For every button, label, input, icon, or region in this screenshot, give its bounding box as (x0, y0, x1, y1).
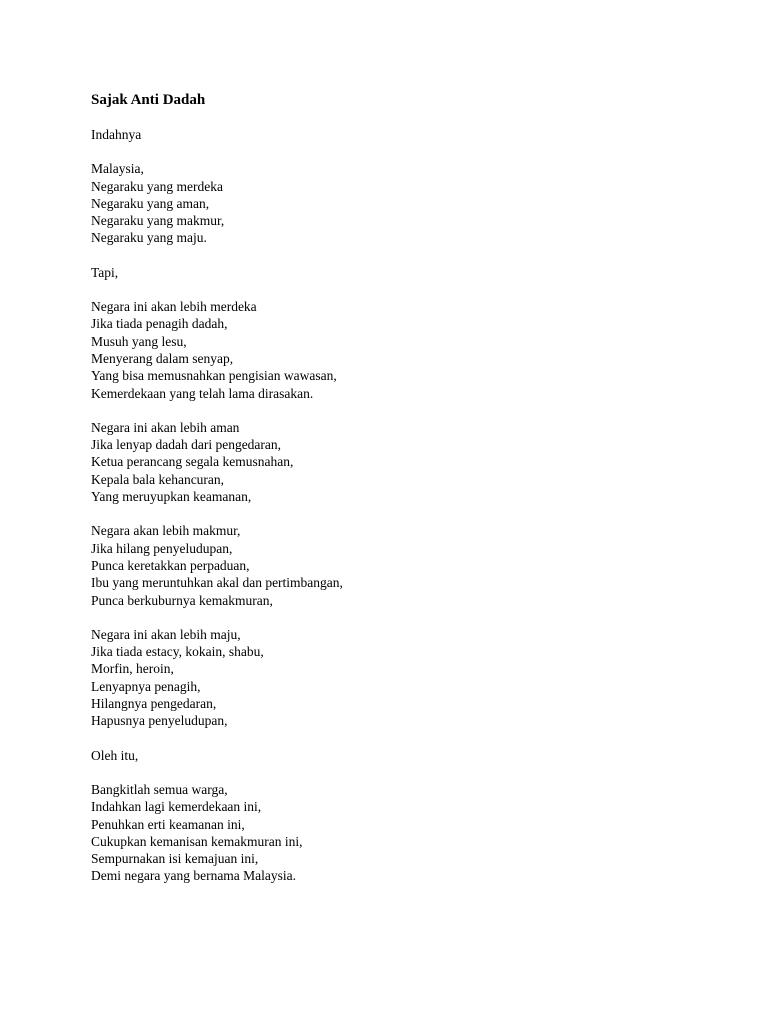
poem-body (91, 126, 711, 885)
poem-stanza (91, 419, 711, 505)
poem-title: Sajak Anti Dadah (91, 92, 206, 108)
poem-line: Negaraku yang merdeka (91, 178, 223, 194)
poem-stanza (91, 160, 711, 246)
poem-line: Demi negara yang bernama Malaysia. (91, 868, 297, 884)
poem-line: Musuh yang lesu, (91, 333, 187, 349)
poem-line: Negara ini akan lebih aman (91, 419, 240, 435)
poem-line: Morfin, heroin, (91, 661, 174, 677)
poem-line: Negara akan lebih makmur, (91, 523, 241, 539)
poem-line: Sempurnakan isi kemajuan ini, (91, 851, 259, 867)
poem-line: Indahkan lagi kemerdekaan ini, (91, 799, 262, 815)
poem-stanza (91, 747, 711, 764)
poem-stanza (91, 781, 711, 885)
poem-line: Hilangnya pengedaran, (91, 696, 217, 712)
poem-line: Ibu yang meruntuhkan akal dan pertimbangan, (91, 575, 343, 591)
poem-line: Punca berkuburnya kemakmuran, (91, 592, 273, 608)
poem-line: Negaraku yang aman, (91, 195, 210, 211)
poem-line: Negaraku yang maju. (91, 230, 207, 246)
poem-line: Hapusnya penyeludupan, (91, 713, 228, 729)
poem-line: Yang meruyupkan keamanan, (91, 489, 252, 505)
poem-stanza (91, 298, 711, 402)
poem-line: Kepala bala kehancuran, (91, 471, 225, 487)
poem-line: Negaraku yang makmur, (91, 213, 225, 229)
poem-line: Jika lenyap dadah dari pengedaran, (91, 437, 282, 453)
poem-line: Malaysia, (91, 161, 144, 177)
document-page (91, 89, 711, 885)
poem-line: Yang bisa memusnahkan pengisian wawasan, (91, 368, 337, 384)
poem-line: Indahnya (91, 127, 142, 142)
poem-stanza (91, 522, 711, 608)
poem-line: Cukupkan kemanisan kemakmuran ini, (91, 833, 303, 849)
poem-line: Oleh itu, (91, 747, 139, 763)
poem-stanza (91, 126, 711, 143)
poem-line: Lenyapnya penagih, (91, 678, 201, 694)
poem-line: Ketua perancang segala kemusnahan, (91, 454, 294, 470)
poem-line: Jika tiada penagih dadah, (91, 316, 228, 332)
poem-stanza (91, 264, 711, 281)
poem-line: Menyerang dalam senyap, (91, 350, 234, 366)
poem-line: Negara ini akan lebih merdeka (91, 299, 257, 315)
poem-line: Bangkitlah semua warga, (91, 781, 228, 797)
poem-stanza (91, 626, 711, 730)
poem-line: Tapi, (91, 264, 119, 280)
poem-line: Punca keretakkan perpaduan, (91, 557, 250, 573)
poem-line: Jika hilang penyeludupan, (91, 540, 233, 556)
poem-line: Negara ini akan lebih maju, (91, 626, 241, 642)
poem-line: Penuhkan erti keamanan ini, (91, 816, 245, 832)
poem-line: Jika tiada estacy, kokain, shabu, (91, 644, 264, 660)
poem-line: Kemerdekaan yang telah lama dirasakan. (91, 385, 314, 401)
